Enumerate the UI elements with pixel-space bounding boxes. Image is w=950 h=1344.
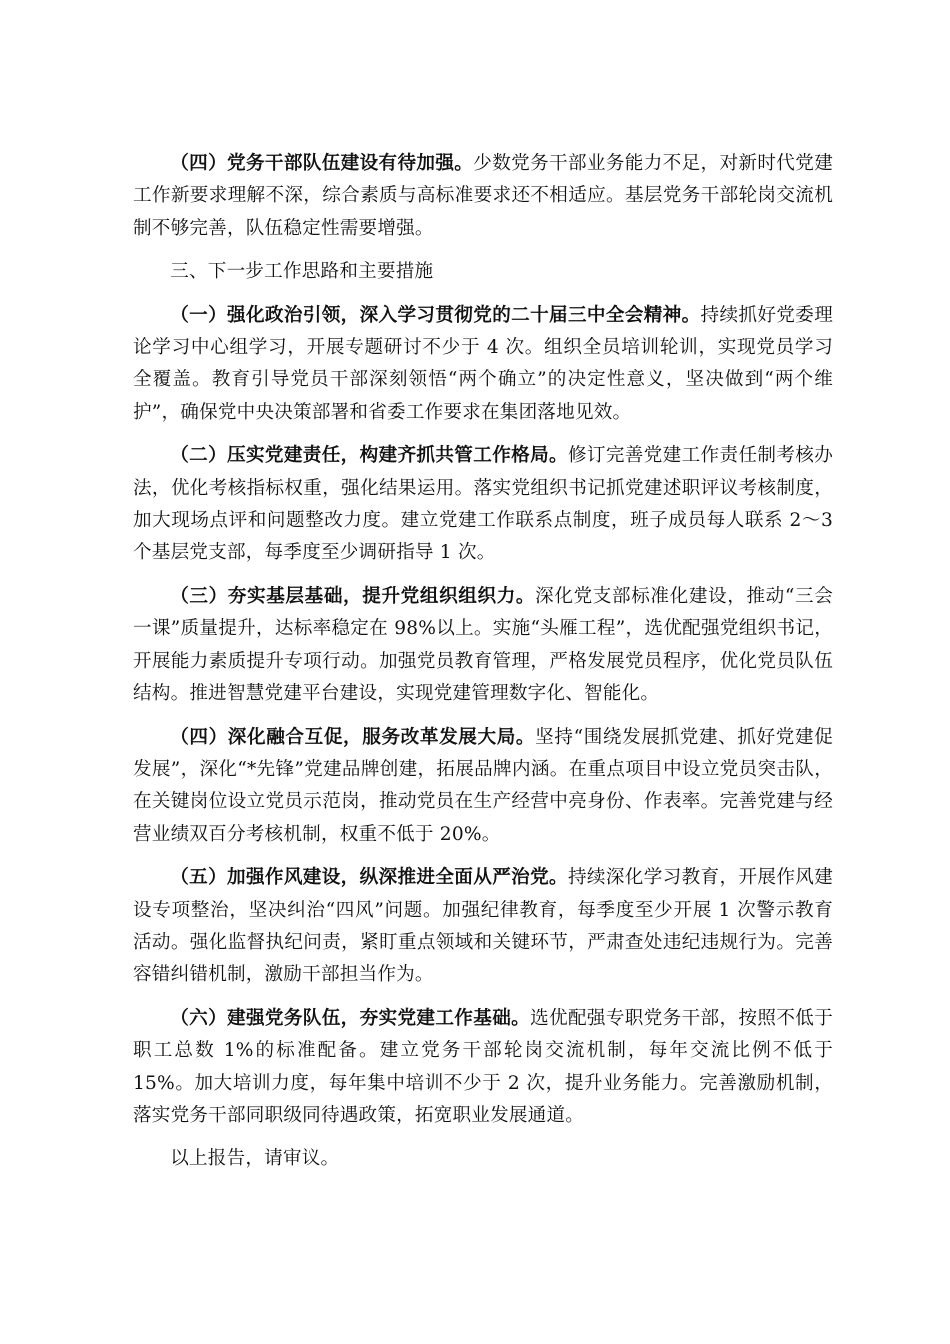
closing-line: 以上报告，请审议。: [170, 1148, 340, 1170]
measure-lead: （六）建强党务队伍，夯实党建工作基础。: [170, 1007, 531, 1029]
paragraph-lead: （四）党务干部队伍建设有待加强。: [170, 153, 474, 174]
measure-paragraph-3: [133, 581, 833, 711]
measure-paragraph-6: [133, 1003, 833, 1133]
measure-text: 持续深化学习教育，开展作风建设专项整治，坚决纠治“四风”问题。加强纪律教育，每季度至少开展 1 次警示教育活动。强化监督执纪问责，紧盯重点领域和关键环节，严肃查处违纪违规行为。完善容错纠错机制，激励干部担当作为。: [133, 867, 833, 986]
measure-text: 修订完善党建工作责任制考核办法，优化考核指标权重，强化结果运用。落实党组织书记抓党建述职评议考核制度，加大现场点评和问题整改力度。建立党建工作联系点制度，班子成员每人联系 2～3 个基层党支部，每季度至少调研指导 1 次。: [133, 445, 833, 564]
paragraph-cadre-team-issue: [133, 148, 833, 245]
document-body: [133, 148, 833, 1187]
measure-lead: （二）压实党建责任，构建齐抓共管工作格局。: [170, 445, 568, 467]
measure-paragraph-4: [133, 722, 833, 852]
measure-lead: （四）深化融合互促，服务改革发展大局。: [170, 726, 536, 748]
paragraph-text: 少数党务干部业务能力不足，对新时代党建工作新要求理解不深，综合素质与高标准要求还不相适应。基层党务干部轮岗交流机制不够完善，队伍稳定性需要增强。: [133, 153, 833, 239]
measure-paragraph-2: [133, 440, 833, 570]
measure-paragraph-1: [133, 300, 833, 430]
measure-text: 选优配强专职党务干部，按照不低于职工总数 1%的标准配备。建立党务干部轮岗交流机制，每年交流比例不低于 15%。加大培训力度，每年集中培训不少于 2 次，提升业务能力。完善激励机制，落实党务干部同职级同待遇政策，拓宽职业发展通道。: [133, 1007, 833, 1126]
measure-paragraph-5: [133, 862, 833, 992]
measure-text: 坚持“围绕发展抓党建、抓好党建促发展”，深化“*先锋”党建品牌创建，拓展品牌内涵。在重点项目中设立党员突击队，在关键岗位设立党员示范岗，推动党员在生产经营中亮身份、作表率。完善党建与经营业绩双百分考核机制，权重不低于 20%。: [133, 726, 833, 845]
measure-lead: （一）强化政治引领，深入学习贯彻党的二十届三中全会精神。: [170, 304, 701, 326]
measure-lead: （三）夯实基层基础，提升党组织组织力。: [170, 585, 536, 607]
section-heading: 三、下一步工作思路和主要措施: [170, 261, 434, 283]
measure-text: 深化党支部标准化建设，推动“三会一课”质量提升，达标率稳定在 98%以上。实施“头雁工程”，选优配强党组织书记，开展能力素质提升专项行动。加强党员教育管理，严格发展党员程序，优化党员队伍结构。推进智慧党建平台建设，实现党建管理数字化、智能化。: [133, 585, 833, 705]
measure-text: 持续抓好党委理论学习中心组学习，开展专题研讨不少于 4 次。组织全员培训轮训，实现党员学习全覆盖。教育引导党员干部深刻领悟“两个确立”的决定性意义，坚决做到“两个维护”，确保党中央决策部署和省委工作要求在集团落地见效。: [133, 304, 833, 423]
measure-lead: （五）加强作风建设，纵深推进全面从严治党。: [170, 867, 568, 889]
